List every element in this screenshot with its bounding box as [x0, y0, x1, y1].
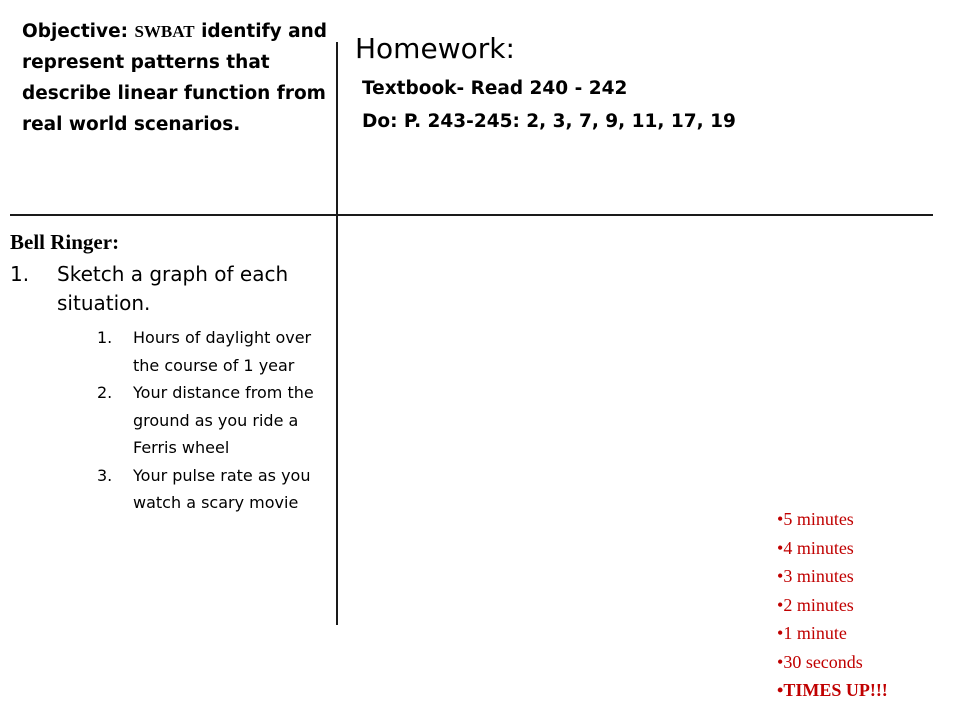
bullet: •: [777, 623, 784, 643]
timer-text: 1 minute: [783, 623, 847, 643]
bullet: •: [777, 651, 784, 672]
timer-item: [777, 591, 888, 620]
situation-number: 3.: [97, 465, 113, 485]
situation-item: [57, 379, 323, 462]
objective-swbat: SWBAT: [134, 22, 195, 41]
horizontal-divider: [10, 214, 933, 216]
timer-item: [777, 505, 888, 534]
objective-text: identify and represent patterns that describe linear function from real world scenarios.: [22, 21, 328, 135]
timer-item-final: [777, 676, 888, 705]
timer-item: [777, 562, 888, 591]
timer-item: [777, 534, 888, 563]
homework-problems: Do: P. 243-245: 2, 3, 7, 9, 11, 17, 19: [362, 111, 736, 132]
situation-text: Your pulse rate as you watch a scary movie: [133, 465, 311, 512]
item-text: Sketch a graph of each situation.: [57, 262, 289, 315]
bullet: •: [777, 594, 784, 615]
situation-text: Hours of daylight over the course of 1 year: [133, 328, 312, 375]
vertical-divider: [336, 42, 338, 625]
timer-text: 2 minutes: [783, 594, 854, 615]
timer-text: 3 minutes: [783, 566, 854, 586]
timer-text: 4 minutes: [783, 537, 854, 558]
item-number: 1.: [10, 262, 30, 286]
situation-number: 2.: [97, 383, 113, 402]
timer-text: 30 seconds: [783, 651, 863, 672]
homework-reading: Textbook- Read 240 - 242: [362, 78, 628, 99]
objective-label: Objective:: [22, 21, 129, 42]
timer-item: [777, 648, 888, 677]
homework-title: Homework:: [355, 32, 515, 65]
bell-ringer-title: Bell Ringer:: [10, 230, 120, 254]
countdown-timer-list: [777, 505, 888, 705]
bell-ringer-item: [10, 260, 332, 517]
situation-number: 1.: [97, 328, 113, 347]
situation-text: Your distance from the ground as you ride a Ferris wheel: [133, 383, 314, 457]
timer-text: TIMES UP!!!: [783, 680, 888, 700]
bullet: •: [777, 680, 784, 700]
situation-list: [57, 324, 332, 517]
bullet: •: [777, 537, 784, 558]
bullet: •: [777, 509, 784, 529]
objective-block: [22, 16, 327, 140]
timer-text: 5 minutes: [783, 509, 854, 529]
bullet: •: [777, 566, 784, 586]
bell-ringer-list: [10, 260, 332, 517]
timer-item: [777, 619, 888, 648]
situation-item: [57, 324, 323, 379]
situation-item: [57, 462, 323, 517]
